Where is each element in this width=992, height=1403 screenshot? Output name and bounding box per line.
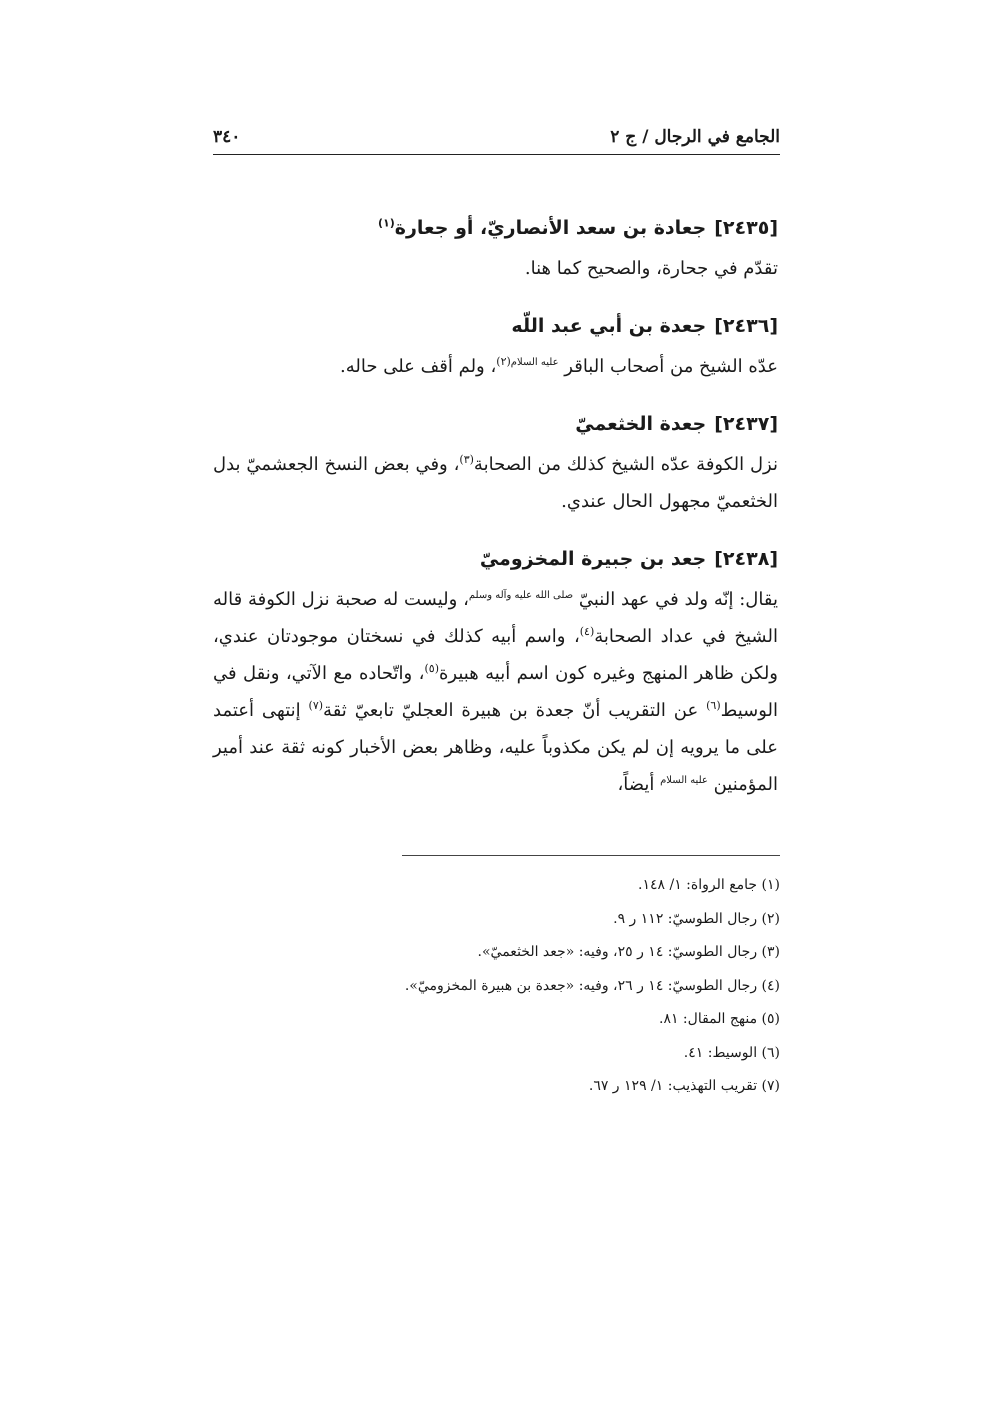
footnote-ref[interactable]: (٣) [459, 453, 474, 466]
entry-number: [٢٤٣٥] [714, 217, 778, 239]
entry-text-span: ، واسم أبيه كذلك في نسختان موجودتان عندي، ولكن ظاهر المنهج وغيره كون اسم أبيه هبيرة [213, 626, 778, 684]
entry-text [213, 581, 780, 803]
entry-name: جعادة بن سعد الأنصاريّ، أو جعارة [394, 217, 707, 239]
footnote-ref[interactable]: (٤) [579, 625, 595, 638]
book-page [213, 0, 780, 1403]
entry-text-span: ، واتّحاده مع الآتي، ونقل في الوسيط [213, 663, 778, 721]
entry-text-span: ، وليست له صحبة نزل الكوفة قاله الشيخ في عداد الصحابة [213, 589, 778, 647]
footnote-item: (٤) رجال الطوسيّ: ١٤ ر ٢٦، وفيه: «جعدة بن هبيرة المخزوميّ». [404, 977, 780, 994]
footnote-ref[interactable]: (١) [377, 216, 395, 230]
footnote-item: (٦) الوسيط: ٤١. [683, 1044, 780, 1061]
entry-2438 [213, 537, 780, 803]
entry-text-span: أيضاً، [617, 774, 661, 795]
main-text [213, 206, 780, 820]
footnote-item: (٣) رجال الطوسيّ: ١٤ ر ٢٥، وفيه: «جعد الخثعميّ». [477, 944, 780, 960]
entry-text-span: نزل الكوفة عدّه الشيخ كذلك من الصحابة [473, 454, 778, 475]
footnote-divider [402, 855, 780, 856]
footnote-item: (١) جامع الرواة: ١/ ١٤٨. [638, 877, 780, 893]
footnote-ref[interactable]: (٢) [496, 355, 511, 368]
footnote-item: (٥) منهج المقال: ٨١. [658, 1011, 780, 1027]
entry-2436 [213, 304, 780, 385]
entry-name: جعدة الخثعميّ [575, 413, 707, 435]
entry-text-span: تقدّم في جحارة، والصحيح كما هنا. [524, 258, 778, 279]
entry-number: [٢٤٣٦] [714, 315, 778, 337]
entry-name: جعد بن جبيرة المخزوميّ [479, 548, 707, 570]
entry-heading [213, 206, 780, 250]
entry-heading [213, 537, 780, 581]
book-title: الجامع في الرجال / ج ٢ [610, 127, 780, 147]
footnote-ref[interactable]: (٦) [706, 699, 721, 712]
entry-heading [213, 402, 780, 446]
footnote-ref[interactable]: (٥) [424, 662, 439, 675]
footnote-ref[interactable]: (٧) [308, 699, 324, 712]
entry-text-span: ، وفي بعض النسخ الجعشميّ بدل الخثعميّ مجهول الحال عندي. [213, 454, 778, 512]
footnote-item: (٢) رجال الطوسيّ: ١١٢ ر ٩. [613, 910, 780, 927]
entry-number: [٢٤٣٨] [714, 548, 778, 570]
entry-name: جعدة بن أبي عبد اللّه [511, 315, 707, 337]
entry-text [213, 446, 780, 520]
honorific-glyph: صلى الله عليه وآله وسلم [468, 590, 574, 601]
footnote-item: (٧) تقريب التهذيب: ١/ ١٢٩ ر ٦٧. [588, 1078, 780, 1094]
entry-text-span: ، ولم أقف على حاله. [340, 356, 497, 377]
entry-text [213, 348, 780, 385]
footnotes-list [213, 869, 780, 1104]
entry-text-span: يقال: إنّه ولد في عهد النبيّ [578, 589, 778, 610]
honorific-glyph: عليه السلام [660, 775, 708, 786]
entry-number: [٢٤٣٧] [714, 413, 778, 435]
page-number: ٣٤٠ [213, 127, 241, 147]
entry-text-span: عدّه الشيخ من أصحاب الباقر [564, 356, 778, 377]
entry-text-span: إنتهى أعتمد على ما يرويه إن لم يكن مكذوباً عليه، وظاهر بعض الأخبار كونه ثقة عند أمير المؤمنين [213, 700, 778, 795]
entry-2435 [213, 206, 780, 287]
running-header [213, 120, 780, 155]
entry-text-span: عن التقريب أنّ جعدة بن هبيرة العجليّ تابعيّ ثقة [323, 700, 707, 721]
entry-text [213, 250, 780, 287]
entry-2437 [213, 402, 780, 520]
entry-heading [213, 304, 780, 348]
honorific-glyph: عليه السلام [510, 357, 559, 368]
